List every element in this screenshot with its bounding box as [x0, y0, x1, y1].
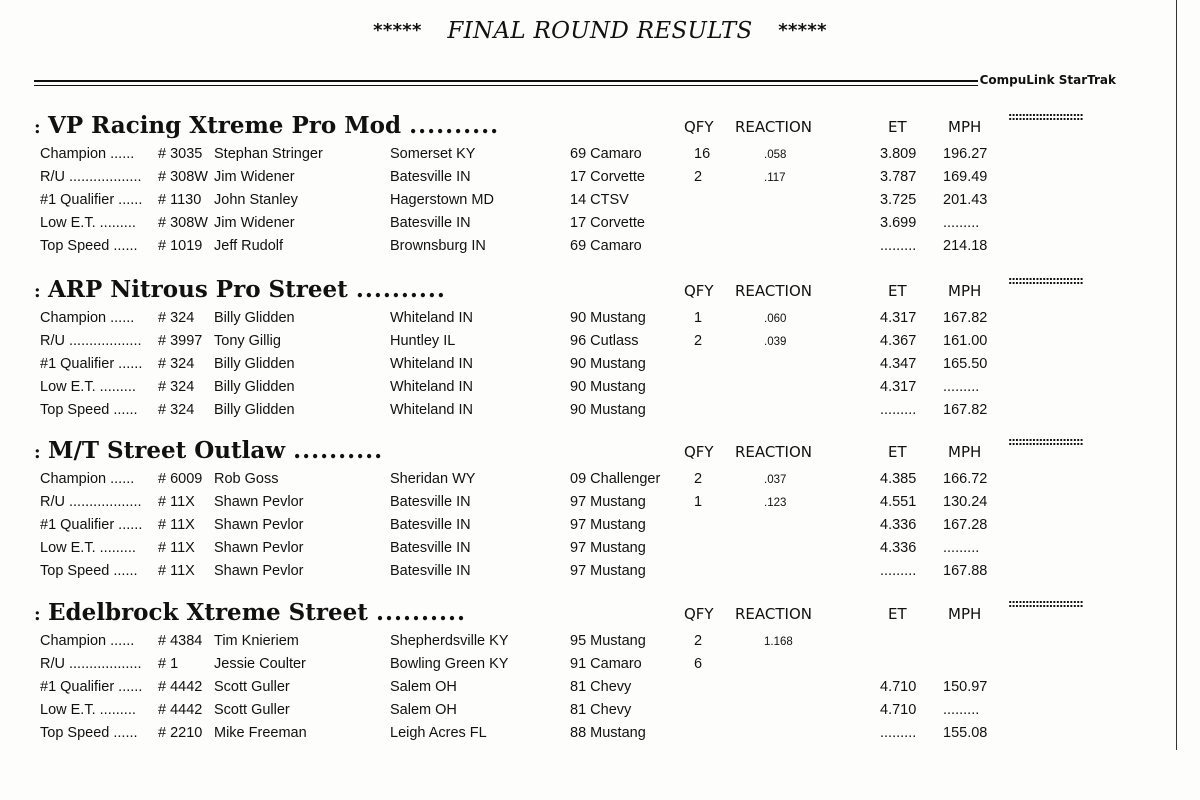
car-model: 90 Mustang — [570, 310, 646, 326]
result-row — [0, 169, 1200, 192]
speed-mph: 155.08 — [943, 725, 988, 741]
class-title — [34, 599, 466, 626]
car-number: # 11X — [158, 563, 195, 579]
result-row — [0, 310, 1200, 333]
driver-name: Billy Glidden — [214, 310, 295, 326]
driver-name: Shawn Pevlor — [214, 494, 304, 510]
award-label: Champion ...... — [40, 471, 135, 487]
speed-mph: 169.49 — [943, 169, 988, 185]
award-label: Low E.T. ......... — [40, 702, 136, 718]
car-model: 17 Corvette — [570, 169, 645, 185]
result-row — [0, 356, 1200, 379]
result-row — [0, 192, 1200, 215]
elapsed-time: 4.385 — [880, 471, 917, 487]
car-model: 81 Chevy — [570, 679, 632, 695]
result-row — [0, 494, 1200, 517]
title-stars-left: ***** — [373, 20, 422, 41]
mph-header: MPH — [948, 443, 982, 461]
speed-mph: ......... — [943, 702, 980, 718]
hometown: Whiteland IN — [390, 310, 474, 326]
driver-name: Shawn Pevlor — [214, 517, 304, 533]
car-model: 91 Camaro — [570, 656, 642, 672]
award-label: R/U .................. — [40, 333, 142, 349]
speed-mph: 166.72 — [943, 471, 988, 487]
car-model: 97 Mustang — [570, 563, 646, 579]
mph-header: MPH — [948, 118, 982, 136]
hometown: Shepherdsville KY — [390, 633, 509, 649]
hometown: Salem OH — [390, 702, 457, 718]
section-bullet: : — [34, 604, 41, 625]
car-model: 69 Camaro — [570, 238, 642, 254]
award-label: Top Speed ...... — [40, 238, 138, 254]
page-title — [0, 18, 1200, 44]
class-section — [0, 112, 1200, 252]
award-label: R/U .................. — [40, 169, 142, 185]
reaction-time: .117 — [764, 172, 786, 184]
et-header: ET — [888, 282, 907, 300]
elapsed-time: 3.809 — [880, 146, 917, 162]
driver-name: Billy Glidden — [214, 356, 295, 372]
section-bullet: : — [34, 442, 41, 463]
elapsed-time: 4.347 — [880, 356, 917, 372]
speed-mph: 167.82 — [943, 402, 988, 418]
result-row — [0, 656, 1200, 679]
car-number: # 1130 — [158, 192, 202, 208]
car-number: # 2210 — [158, 725, 203, 741]
award-label: #1 Qualifier ...... — [40, 192, 143, 208]
car-model: 90 Mustang — [570, 402, 646, 418]
qualifying-position: 2 — [694, 471, 703, 487]
reaction-header: REACTION — [735, 282, 812, 300]
elapsed-time: 4.710 — [880, 679, 917, 695]
title-leader-dots: .......... — [355, 276, 446, 303]
result-row — [0, 725, 1200, 748]
speed-mph: ......... — [943, 379, 980, 395]
driver-name: Tony Gillig — [214, 333, 281, 349]
elapsed-time: ......... — [880, 402, 917, 418]
title-text: FINAL ROUND RESULTS — [447, 18, 753, 44]
et-header: ET — [888, 443, 907, 461]
result-row — [0, 517, 1200, 540]
car-number: # 324 — [158, 402, 195, 418]
driver-name: Scott Guller — [214, 679, 290, 695]
car-number: # 1019 — [158, 238, 203, 254]
car-model: 97 Mustang — [570, 494, 646, 510]
hometown: Salem OH — [390, 679, 457, 695]
result-row — [0, 333, 1200, 356]
car-model: 69 Camaro — [570, 146, 642, 162]
header-rule-thin — [34, 85, 1118, 86]
award-label: #1 Qualifier ...... — [40, 356, 143, 372]
car-model: 97 Mustang — [570, 540, 646, 556]
reaction-time: 1.168 — [764, 636, 793, 648]
decorative-pattern: :::::::::::::::::::::: — [1008, 274, 1083, 287]
car-model: 95 Mustang — [570, 633, 646, 649]
result-row — [0, 471, 1200, 494]
hometown: Sheridan WY — [390, 471, 476, 487]
award-label: Top Speed ...... — [40, 725, 138, 741]
car-model: 90 Mustang — [570, 356, 646, 372]
qualifying-position: 2 — [694, 169, 703, 185]
car-number: # 4442 — [158, 702, 203, 718]
car-number: # 308W — [158, 169, 208, 185]
driver-name: Rob Goss — [214, 471, 279, 487]
driver-name: Jessie Coulter — [214, 656, 306, 672]
hometown: Batesville IN — [390, 540, 471, 556]
speed-mph: 165.50 — [943, 356, 988, 372]
decorative-pattern: :::::::::::::::::::::: — [1008, 110, 1083, 123]
decorative-pattern: :::::::::::::::::::::: — [1008, 597, 1083, 610]
driver-name: Billy Glidden — [214, 402, 295, 418]
speed-mph: 196.27 — [943, 146, 988, 162]
elapsed-time: ......... — [880, 563, 917, 579]
qualifying-position: 2 — [694, 333, 703, 349]
title-leader-dots: .......... — [293, 437, 384, 464]
car-number: # 324 — [158, 310, 195, 326]
result-row — [0, 402, 1200, 425]
hometown: Whiteland IN — [390, 402, 474, 418]
result-row — [0, 540, 1200, 563]
speed-mph: 130.24 — [943, 494, 988, 510]
award-label: Low E.T. ......... — [40, 379, 136, 395]
qualifying-position: 1 — [694, 310, 703, 326]
award-label: Top Speed ...... — [40, 563, 138, 579]
hometown: Hagerstown MD — [390, 192, 494, 208]
car-model: 96 Cutlass — [570, 333, 639, 349]
result-row — [0, 563, 1200, 586]
car-number: # 11X — [158, 540, 195, 556]
car-model: 14 CTSV — [570, 192, 629, 208]
class-section — [0, 437, 1200, 577]
award-label: Champion ...... — [40, 310, 135, 326]
class-section — [0, 599, 1200, 739]
hometown: Batesville IN — [390, 169, 471, 185]
class-name: ARP Nitrous Pro Street — [48, 276, 348, 303]
speed-mph: ......... — [943, 215, 980, 231]
award-label: Top Speed ...... — [40, 402, 138, 418]
elapsed-time: 3.725 — [880, 192, 917, 208]
reaction-time: .123 — [764, 497, 787, 509]
elapsed-time: 3.787 — [880, 169, 917, 185]
driver-name: Scott Guller — [214, 702, 290, 718]
reaction-time: .037 — [764, 474, 787, 486]
award-label: #1 Qualifier ...... — [40, 517, 143, 533]
driver-name: John Stanley — [214, 192, 298, 208]
car-number: # 11X — [158, 494, 195, 510]
elapsed-time: 4.367 — [880, 333, 917, 349]
speed-mph: 201.43 — [943, 192, 988, 208]
reaction-header: REACTION — [735, 605, 812, 623]
hometown: Brownsburg IN — [390, 238, 486, 254]
driver-name: Jim Widener — [214, 169, 295, 185]
qualifying-position: 16 — [694, 146, 711, 162]
title-leader-dots: .......... — [409, 112, 500, 139]
car-number: # 6009 — [158, 471, 203, 487]
result-row — [0, 679, 1200, 702]
section-bullet: : — [34, 281, 41, 302]
award-label: Champion ...... — [40, 146, 135, 162]
qualifying-position: 2 — [694, 633, 703, 649]
qfy-header: QFY — [684, 118, 714, 136]
elapsed-time: 4.336 — [880, 540, 917, 556]
award-label: Low E.T. ......... — [40, 540, 136, 556]
class-section — [0, 276, 1200, 416]
qfy-header: QFY — [684, 282, 714, 300]
reaction-header: REACTION — [735, 443, 812, 461]
hometown: Batesville IN — [390, 494, 471, 510]
et-header: ET — [888, 118, 907, 136]
hometown: Batesville IN — [390, 215, 471, 231]
car-number: # 1 — [158, 656, 179, 672]
car-number: # 324 — [158, 356, 195, 372]
speed-mph: 167.88 — [943, 563, 988, 579]
award-label: R/U .................. — [40, 656, 142, 672]
class-title — [34, 112, 499, 139]
qfy-header: QFY — [684, 605, 714, 623]
car-number: # 3035 — [158, 146, 203, 162]
hometown: Somerset KY — [390, 146, 476, 162]
car-model: 88 Mustang — [570, 725, 646, 741]
elapsed-time: ......... — [880, 725, 917, 741]
driver-name: Shawn Pevlor — [214, 563, 304, 579]
brand-label: CompuLink StarTrak — [979, 73, 1116, 87]
speed-mph: 167.82 — [943, 310, 988, 326]
result-row — [0, 215, 1200, 238]
title-leader-dots: .......... — [375, 599, 467, 626]
driver-name: Jeff Rudolf — [214, 238, 284, 254]
et-header: ET — [888, 605, 907, 623]
driver-name: Tim Knieriem — [214, 633, 299, 649]
title-stars-right: ***** — [778, 20, 827, 41]
elapsed-time: 4.551 — [880, 494, 917, 510]
driver-name: Jim Widener — [214, 215, 295, 231]
result-row — [0, 702, 1200, 725]
car-model: 90 Mustang — [570, 379, 646, 395]
decorative-pattern: :::::::::::::::::::::: — [1008, 435, 1083, 448]
elapsed-time: 3.699 — [880, 215, 917, 231]
car-number: # 3997 — [158, 333, 203, 349]
result-row — [0, 379, 1200, 402]
car-model: 09 Challenger — [570, 471, 661, 487]
hometown: Whiteland IN — [390, 379, 474, 395]
driver-name: Billy Glidden — [214, 379, 295, 395]
class-name: Edelbrock Xtreme Street — [48, 599, 368, 626]
car-number: # 324 — [158, 379, 195, 395]
car-number: # 4442 — [158, 679, 203, 695]
class-name: M/T Street Outlaw — [48, 437, 286, 464]
result-row — [0, 146, 1200, 169]
speed-mph: 214.18 — [943, 238, 988, 254]
hometown: Leigh Acres FL — [390, 725, 487, 741]
hometown: Whiteland IN — [390, 356, 474, 372]
driver-name: Shawn Pevlor — [214, 540, 304, 556]
class-name: VP Racing Xtreme Pro Mod — [48, 112, 402, 139]
car-model: 17 Corvette — [570, 215, 645, 231]
speed-mph: 167.28 — [943, 517, 988, 533]
elapsed-time: 4.710 — [880, 702, 917, 718]
hometown: Huntley IL — [390, 333, 456, 349]
class-title — [34, 276, 446, 303]
driver-name: Stephan Stringer — [214, 146, 323, 162]
car-model: 81 Chevy — [570, 702, 632, 718]
elapsed-time: ......... — [880, 238, 917, 254]
hometown: Batesville IN — [390, 517, 471, 533]
reaction-time: .058 — [764, 149, 787, 161]
elapsed-time: 4.317 — [880, 310, 917, 326]
reaction-time: .039 — [764, 336, 787, 348]
speed-mph: 161.00 — [943, 333, 988, 349]
mph-header: MPH — [948, 605, 982, 623]
award-label: Champion ...... — [40, 633, 135, 649]
award-label: #1 Qualifier ...... — [40, 679, 143, 695]
elapsed-time: 4.317 — [880, 379, 917, 395]
hometown: Batesville IN — [390, 563, 471, 579]
qfy-header: QFY — [684, 443, 714, 461]
mph-header: MPH — [948, 282, 982, 300]
class-title — [34, 437, 383, 464]
result-row — [0, 633, 1200, 656]
car-number: # 308W — [158, 215, 208, 231]
award-label: Low E.T. ......... — [40, 215, 136, 231]
hometown: Bowling Green KY — [390, 656, 509, 672]
qualifying-position: 1 — [694, 494, 703, 510]
qualifying-position: 6 — [694, 656, 703, 672]
result-row — [0, 238, 1200, 261]
car-number: # 4384 — [158, 633, 203, 649]
driver-name: Mike Freeman — [214, 725, 307, 741]
section-bullet: : — [34, 117, 41, 138]
header-rule-thick — [34, 80, 1118, 82]
speed-mph: 150.97 — [943, 679, 988, 695]
car-model: 97 Mustang — [570, 517, 646, 533]
elapsed-time: 4.336 — [880, 517, 917, 533]
car-number: # 11X — [158, 517, 195, 533]
award-label: R/U .................. — [40, 494, 142, 510]
speed-mph: ......... — [943, 540, 980, 556]
reaction-header: REACTION — [735, 118, 812, 136]
reaction-time: .060 — [764, 313, 787, 325]
